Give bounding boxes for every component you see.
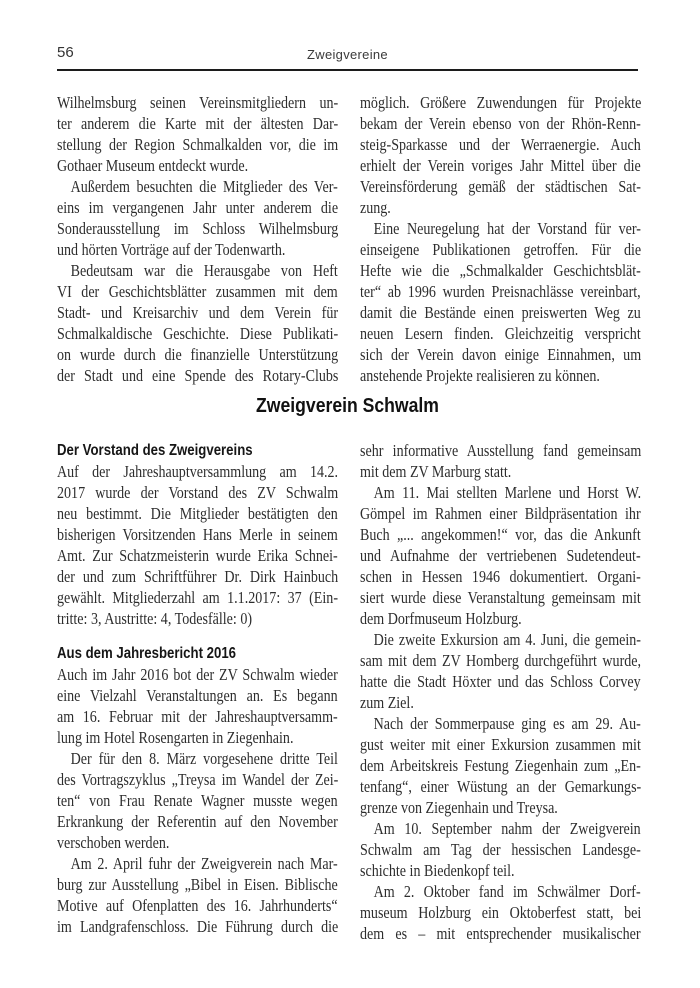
text-line: Die zweite Exkursion am 4. Juni, die gemein- (373, 630, 641, 649)
text-line: neu bestimmt. Die Mitglieder bestätigten den (57, 504, 338, 523)
text-line: der und zum Schriftführer Dr. Dirk Hainbuch (57, 567, 339, 586)
text-line: ten“ von Frau Renate Wagner musste wegen (57, 791, 338, 810)
text-line: bisherigen Vorsitzenden Hans Merle in seinem (57, 525, 338, 544)
text-line: im Landgrafenschloss. Die Führung durch die (57, 917, 339, 936)
text-line: sich der Verein davon einige Einnahmen, um (360, 345, 642, 364)
text-line: Eine Neuregelung hat der Vorstand für ver- (373, 219, 641, 238)
text-line: sehr informative Ausstellung fand gemeinsam (360, 441, 642, 460)
text-line: dem Arbeitskreis Festung Ziegenhain zum „En- (360, 756, 641, 775)
subheading: Der Vorstand des Zweigvereins (57, 442, 253, 459)
text-line: Wilhelmsburg seinen Vereinsmitgliedern un- (57, 93, 339, 112)
text-line: gust weiter mit einer Exkursion zusammen mit (360, 735, 641, 754)
text-line: möglich. Größere Zuwendungen für Projekte (360, 93, 642, 112)
text-line: zum Ziel. (360, 693, 414, 712)
paragraph-spacer (57, 629, 338, 643)
text-line: Vereinsförderung gemäß der städtischen Sat- (360, 177, 641, 196)
text-line: eins im vergangenen Jahr unter anderem die (57, 198, 339, 217)
text-line: schichte in Biedenkopf teil. (360, 861, 515, 880)
text-line: hatte die Stadt Höxter und das Schloss Corvey (360, 672, 641, 691)
text-line: Sonderausstellung im Schloss Wilhelmsburg (57, 219, 339, 238)
text-line: Erkrankung der Referentin auf den November (57, 812, 338, 831)
text-line: anstehende Projekte realisieren zu können. (360, 366, 600, 385)
header-rule (57, 69, 638, 71)
text-line: und hörten Vorträge auf der Todenwarth. (57, 240, 286, 259)
bottom-right-column (360, 440, 641, 944)
text-line: 2017 wurde der Vorstand des ZV Schwalm (57, 483, 339, 502)
text-line: tritte: 3, Austritte: 4, Todesfälle: 0) (57, 609, 253, 628)
text-line: tenfang“, einer Wüstung an der Gemarkungs- (360, 777, 642, 796)
text-line: Hefte wie die „Schmalkalder Geschichtsblät- (360, 261, 641, 280)
text-line: Außerdem besuchten die Mitglieder des Ver- (70, 177, 338, 196)
section-title-wrap (92, 395, 603, 417)
text-line: neuen Lesern finden. Gleichzeitig verspricht (360, 324, 641, 343)
text-line: dem es – mit entsprechender musikalischer (360, 924, 641, 943)
bottom-text-section (57, 440, 641, 944)
text-line: VI der Geschichtsblätter zusammen mit dem (57, 282, 338, 301)
text-line: lung im Hotel Rosengarten in Ziegenhain. (57, 728, 294, 747)
text-line: Schwalm am Tag der hessischen Landesge- (360, 840, 641, 859)
text-line: Auf der Jahreshauptversammlung am 14.2. (57, 462, 339, 481)
text-line: schen in Hessen 1946 dokumentiert. Organi- (360, 567, 641, 586)
page-header (57, 44, 638, 66)
text-line: einseigene Publikationen getroffen. Für die (360, 240, 642, 259)
text-line: Gömpel im Rahmen einer Bildpräsentation ihr (360, 504, 641, 523)
text-line: dem Dorfmuseum Holzburg. (360, 609, 522, 628)
text-line: Am 10. September nahm der Zweigverein (373, 819, 641, 838)
text-line: Am 2. April fuhr der Zweigverein nach Mar- (70, 854, 338, 873)
text-line: verschoben werden. (57, 833, 170, 852)
text-line: zung. (360, 198, 391, 217)
text-line: am 16. Februar mit der Jahreshauptversamm- (57, 707, 338, 726)
text-line: eine Vielzahl Veranstaltungen an. Es begann (57, 686, 338, 705)
text-line: Der für den 8. März vorgesehene dritte Teil (70, 749, 338, 768)
text-line: Schmalkaldische Geschichte. Diese Publikati- (57, 324, 339, 343)
text-line: ter“ ab 1996 wurden Preisnachlässe vereinbart, (360, 282, 641, 301)
bottom-left-column (57, 440, 338, 944)
text-line: sam mit dem ZV Homberg durchgeführt wurde, (360, 651, 642, 670)
text-line: des Vortragszyklus „Treysa im Wandel der Zei- (57, 770, 339, 789)
section-title: Zweigverein Schwalm (256, 395, 439, 417)
text-line: siert wurde diese Veranstaltung gemeinsam mit (360, 588, 641, 607)
text-line: gewählt. Mitgliederzahl am 1.1.2017: 37 (Ein- (57, 588, 339, 607)
text-line: Motive auf Ofenplatten des 16. Jahrhunderts“ (57, 896, 338, 915)
text-line: Amt. Zur Schatzmeisterin wurde Erika Schnei- (57, 546, 338, 565)
text-line: ter anderem die Karte mit der ältesten Dar- (57, 114, 339, 133)
text-line: Buch „... angekommen!“ vor, das die Ankunft (360, 525, 641, 544)
top-right-column (360, 92, 641, 386)
text-line: grenze von Ziegenhain und Treysa. (360, 798, 558, 817)
text-line: burg zur Ausstellung „Bibel in Eisen. Biblische (57, 875, 338, 894)
text-line: stellung der Region Schmalkalden vor, die im (57, 135, 339, 154)
subheading: Aus dem Jahresbericht 2016 (57, 645, 237, 662)
text-line: Am 2. Oktober fand im Schwälmer Dorf- (373, 882, 641, 901)
top-left-column (57, 92, 338, 386)
text-line: der Stadt und eine Spende des Rotary-Clubs (57, 366, 339, 385)
text-line: Bedeutsam war die Herausgabe von Heft (70, 261, 338, 280)
text-line: Nach der Sommerpause ging es am 29. Au- (373, 714, 641, 733)
page-number: 56 (57, 44, 74, 61)
running-header: Zweigvereine (307, 47, 388, 62)
text-line: steig-Sparkasse und der Werraenergie. Auch (360, 135, 641, 154)
text-line: museum Holzburg ein Oktoberfest statt, bei (360, 903, 642, 922)
top-text-section (57, 92, 641, 386)
text-line: Auch im Jahr 2016 bot der ZV Schwalm wieder (57, 665, 338, 684)
text-line: Am 11. Mai stellten Marlene und Horst W. (373, 483, 642, 502)
text-line: erhielt der Verein voriges Jahr Mittel über die (360, 156, 641, 175)
text-line: mit dem ZV Marburg statt. (360, 462, 512, 481)
text-line: und Aufnahme der vertriebenen Sudetendeut- (360, 546, 641, 565)
text-line: damit die Bestände einen preiswerten Weg zu (360, 303, 641, 322)
text-line: Gothaer Museum entdeckt wurde. (57, 156, 249, 175)
text-line: on wurde durch die finanzielle Unterstützung (57, 345, 339, 364)
text-line: bekam der Verein ebenso von der Rhön-Renn- (360, 114, 641, 133)
text-line: Stadt- und Kreisarchiv und dem Verein für (57, 303, 339, 322)
